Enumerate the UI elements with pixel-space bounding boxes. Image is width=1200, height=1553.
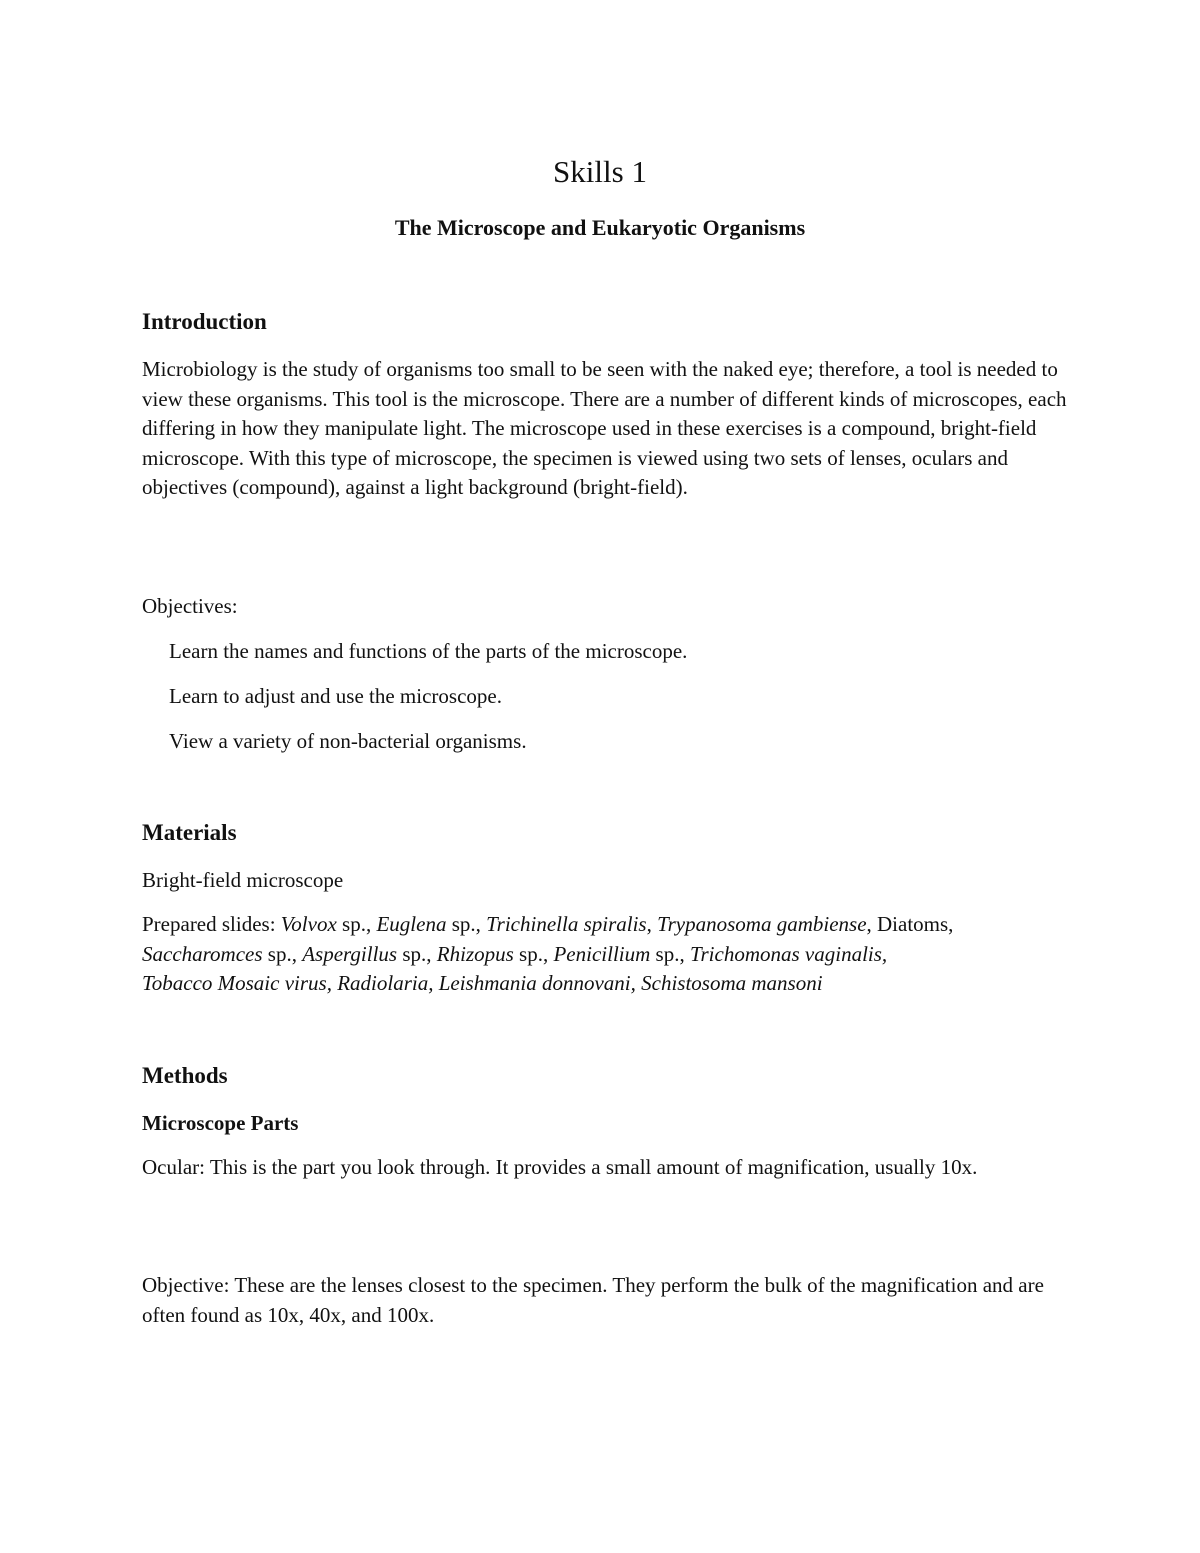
- slide-organism: Rhizopus: [436, 941, 514, 966]
- slide-organism: Euglena: [376, 912, 447, 936]
- document-subtitle: The Microscope and Eukaryotic Organisms: [394, 215, 806, 240]
- materials-item-microscope: Bright-field microscope: [142, 868, 344, 892]
- introduction-heading: Introduction: [142, 309, 267, 334]
- microscope-parts-subheading: Microscope Parts: [142, 1111, 299, 1135]
- slide-suffix: sp.,: [446, 912, 487, 936]
- slide-suffix: sp.,: [262, 941, 303, 966]
- introduction-paragraph: Microbiology is the study of organisms too small to be seen with the naked eye; therefore, a tool is needed to view these organisms. This tool is the microscope. There are a number of different kinds of microscopes, each differing in how they manipulate light. The microscope used in these exercises is a compound, bright-field microscope. With this type of microscope, the specimen is viewed using two sets of lenses, oculars and objectives (compound), against a light background (bright-field).: [142, 357, 1067, 499]
- slide-suffix: sp.,: [513, 941, 554, 966]
- slide-suffix: sp.,: [650, 941, 690, 966]
- methods-heading: Methods: [142, 1063, 228, 1088]
- objective-item: Learn the names and functions of the parts of the microscope.: [169, 639, 688, 663]
- slide-organism: Trichomonas vaginalis,: [689, 941, 888, 966]
- slide-suffix: sp.,: [397, 941, 437, 966]
- document-title: Skills 1: [553, 154, 647, 189]
- ocular-description: Ocular: This is the part you look through. It provides a small amount of magnification, usually 10x.: [142, 1155, 978, 1179]
- materials-heading: Materials: [142, 820, 237, 845]
- objective-item: View a variety of non-bacterial organisms.: [169, 729, 527, 753]
- slide-suffix: sp.,: [336, 912, 377, 936]
- slide-organism: Aspergillus: [302, 941, 398, 966]
- slide-organism: Tobacco Mosaic virus, Radiolaria, Leishmania donnovani, Schistosoma mansoni: [142, 971, 823, 995]
- slide-suffix: , Diatoms,: [866, 912, 954, 936]
- materials-slides-list: [142, 910, 1072, 999]
- slides-label: Prepared slides:: [142, 912, 281, 936]
- objective-description: Objective: These are the lenses closest to the specimen. They perform the bulk of the magnification and are often found as 10x, 40x, and 100x.: [142, 1273, 1044, 1327]
- objective-item: Learn to adjust and use the microscope.: [169, 684, 502, 708]
- slide-suffix: ,: [646, 912, 658, 936]
- slide-organism: Saccharomces: [142, 941, 263, 966]
- slide-organism: Trypanosoma gambiense: [657, 912, 867, 936]
- slide-organism: Trichinella spiralis: [486, 912, 647, 936]
- slide-organism: Penicillium: [553, 941, 651, 966]
- slide-organism: Volvox: [280, 912, 337, 936]
- objectives-label: Objectives:: [142, 594, 238, 618]
